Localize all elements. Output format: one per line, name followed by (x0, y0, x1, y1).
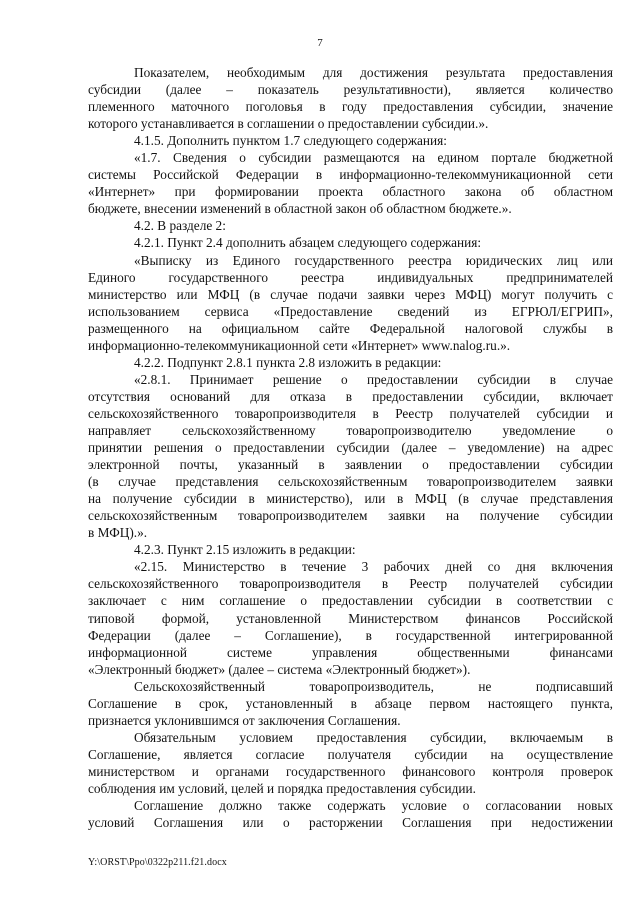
text-line: сельскохозяйственного товаропроизводителя в Реестр получателей субсидии и (88, 405, 613, 421)
page-number: 7 (317, 37, 323, 49)
text-line: Соглашение должно также содержать условие о согласовании новых (134, 798, 613, 814)
document-body (88, 64, 613, 831)
text-line: отсутствия оснований для отказа в предоставлении субсидии, включает (88, 388, 613, 404)
text-line: сельскохозяйственного товаропроизводителя в Реестр получателей субсидии (88, 576, 613, 592)
text-line: 4.2. В разделе 2: (134, 218, 226, 234)
text-line: направляет сельскохозяйственному товаропроизводителю уведомление о (88, 422, 613, 438)
text-line: размещенного на официальном сайте Федеральной налоговой службы в (88, 320, 613, 336)
text-line: 4.2.1. Пункт 2.4 дополнить абзацем следующего содержания: (134, 235, 482, 251)
text-line: «2.15. Министерство в течение 3 рабочих дней со дня включения (134, 559, 613, 575)
text-line: Соглашение, является согласие получателя субсидии на осуществление (88, 746, 613, 762)
text-line: на получение субсидии в министерство), или в МФЦ (в случае представления (88, 491, 613, 507)
text-line: сельскохозяйственным товаропроизводителем заявки на получение субсидии (88, 508, 613, 524)
text-line: информационно-телекоммуникационной сети «Интернет» www.nalog.ru.». (88, 337, 511, 353)
text-line: Соглашение в срок, установленный в абзаце первом настоящего пункта, (88, 695, 613, 711)
text-line: в МФЦ).». (88, 525, 148, 541)
text-line: министерство или МФЦ (в случае подачи заявки через МФЦ) могут получить с (88, 286, 613, 302)
text-line: (в случае представления сельскохозяйственным товаропроизводителем заявки (88, 474, 613, 490)
text-line: Сельскохозяйственный товаропроизводитель, не подписавший (134, 678, 613, 694)
text-line: «2.8.1. Принимает решение о предоставлении субсидии в случае (134, 371, 613, 387)
text-line: бюджете, внесении изменений в областной закон об областном бюджете.». (88, 201, 512, 217)
text-line: 4.2.2. Подпункт 2.8.1 пункта 2.8 изложить в редакции: (134, 354, 442, 370)
text-line: информационной системе управления общественными финансами (88, 644, 613, 660)
text-line: условий Соглашения или о расторжении Соглашения при недостижении (88, 815, 613, 831)
text-line: субсидии (далее – показатель результативности), является количество (88, 82, 613, 98)
text-line: 4.1.5. Дополнить пунктом 1.7 следующего содержания: (134, 133, 447, 149)
text-line: системы Российской Федерации в информационно-телекоммуникационной сети (88, 167, 613, 183)
text-line: соблюдения им условий, целей и порядка предоставления субсидии. (88, 780, 476, 796)
text-line: Показателем, необходимым для достижения результата предоставления (134, 65, 613, 80)
text-line: Единого государственного реестра индивидуальных предпринимателей (88, 269, 613, 285)
text-line: которого устанавливается в соглашении о предоставлении субсидии.». (88, 116, 489, 132)
text-line: «1.7. Сведения о субсидии размещаются на едином портале бюджетной (134, 150, 613, 166)
text-line: заключает с ним соглашение о предоставлении субсидии в соответствии с (88, 593, 613, 609)
text-line: Федерации (далее – Соглашение), в государственной интегрированной (88, 627, 613, 643)
text-line: типовой формой, установленной Министерством финансов Российской (88, 610, 613, 626)
text-line: признается уклонившимся от заключения Соглашения. (88, 712, 401, 728)
text-line: 4.2.3. Пункт 2.15 изложить в редакции: (134, 542, 356, 558)
file-path-footer: Y:\ORST\Ppo\0322p211.f21.docx (88, 857, 227, 868)
text-line: электронной почты, указанный в заявлении о предоставлении субсидии (88, 457, 613, 473)
text-line: министерством и органами государственного финансового контроля проверок (88, 763, 613, 779)
text-line: Обязательным условием предоставления субсидии, включаемым в (134, 729, 613, 745)
text-line: «Интернет» при формировании проекта областного закона об областном (88, 184, 613, 200)
text-line: «Электронный бюджет» (далее – система «Электронный бюджет»). (88, 661, 471, 677)
text-line: «Выписку из Единого государственного реестра юридических лиц или (134, 252, 613, 268)
text-line: принятии решения о предоставлении субсидии (далее – уведомление) на адрес (88, 440, 613, 456)
text-line: племенного маточного поголовья в году предоставления субсидии, значение (88, 99, 613, 115)
text-line: использованием сервиса «Предоставление сведений из ЕГРЮЛ/ЕГРИП», (88, 303, 613, 319)
